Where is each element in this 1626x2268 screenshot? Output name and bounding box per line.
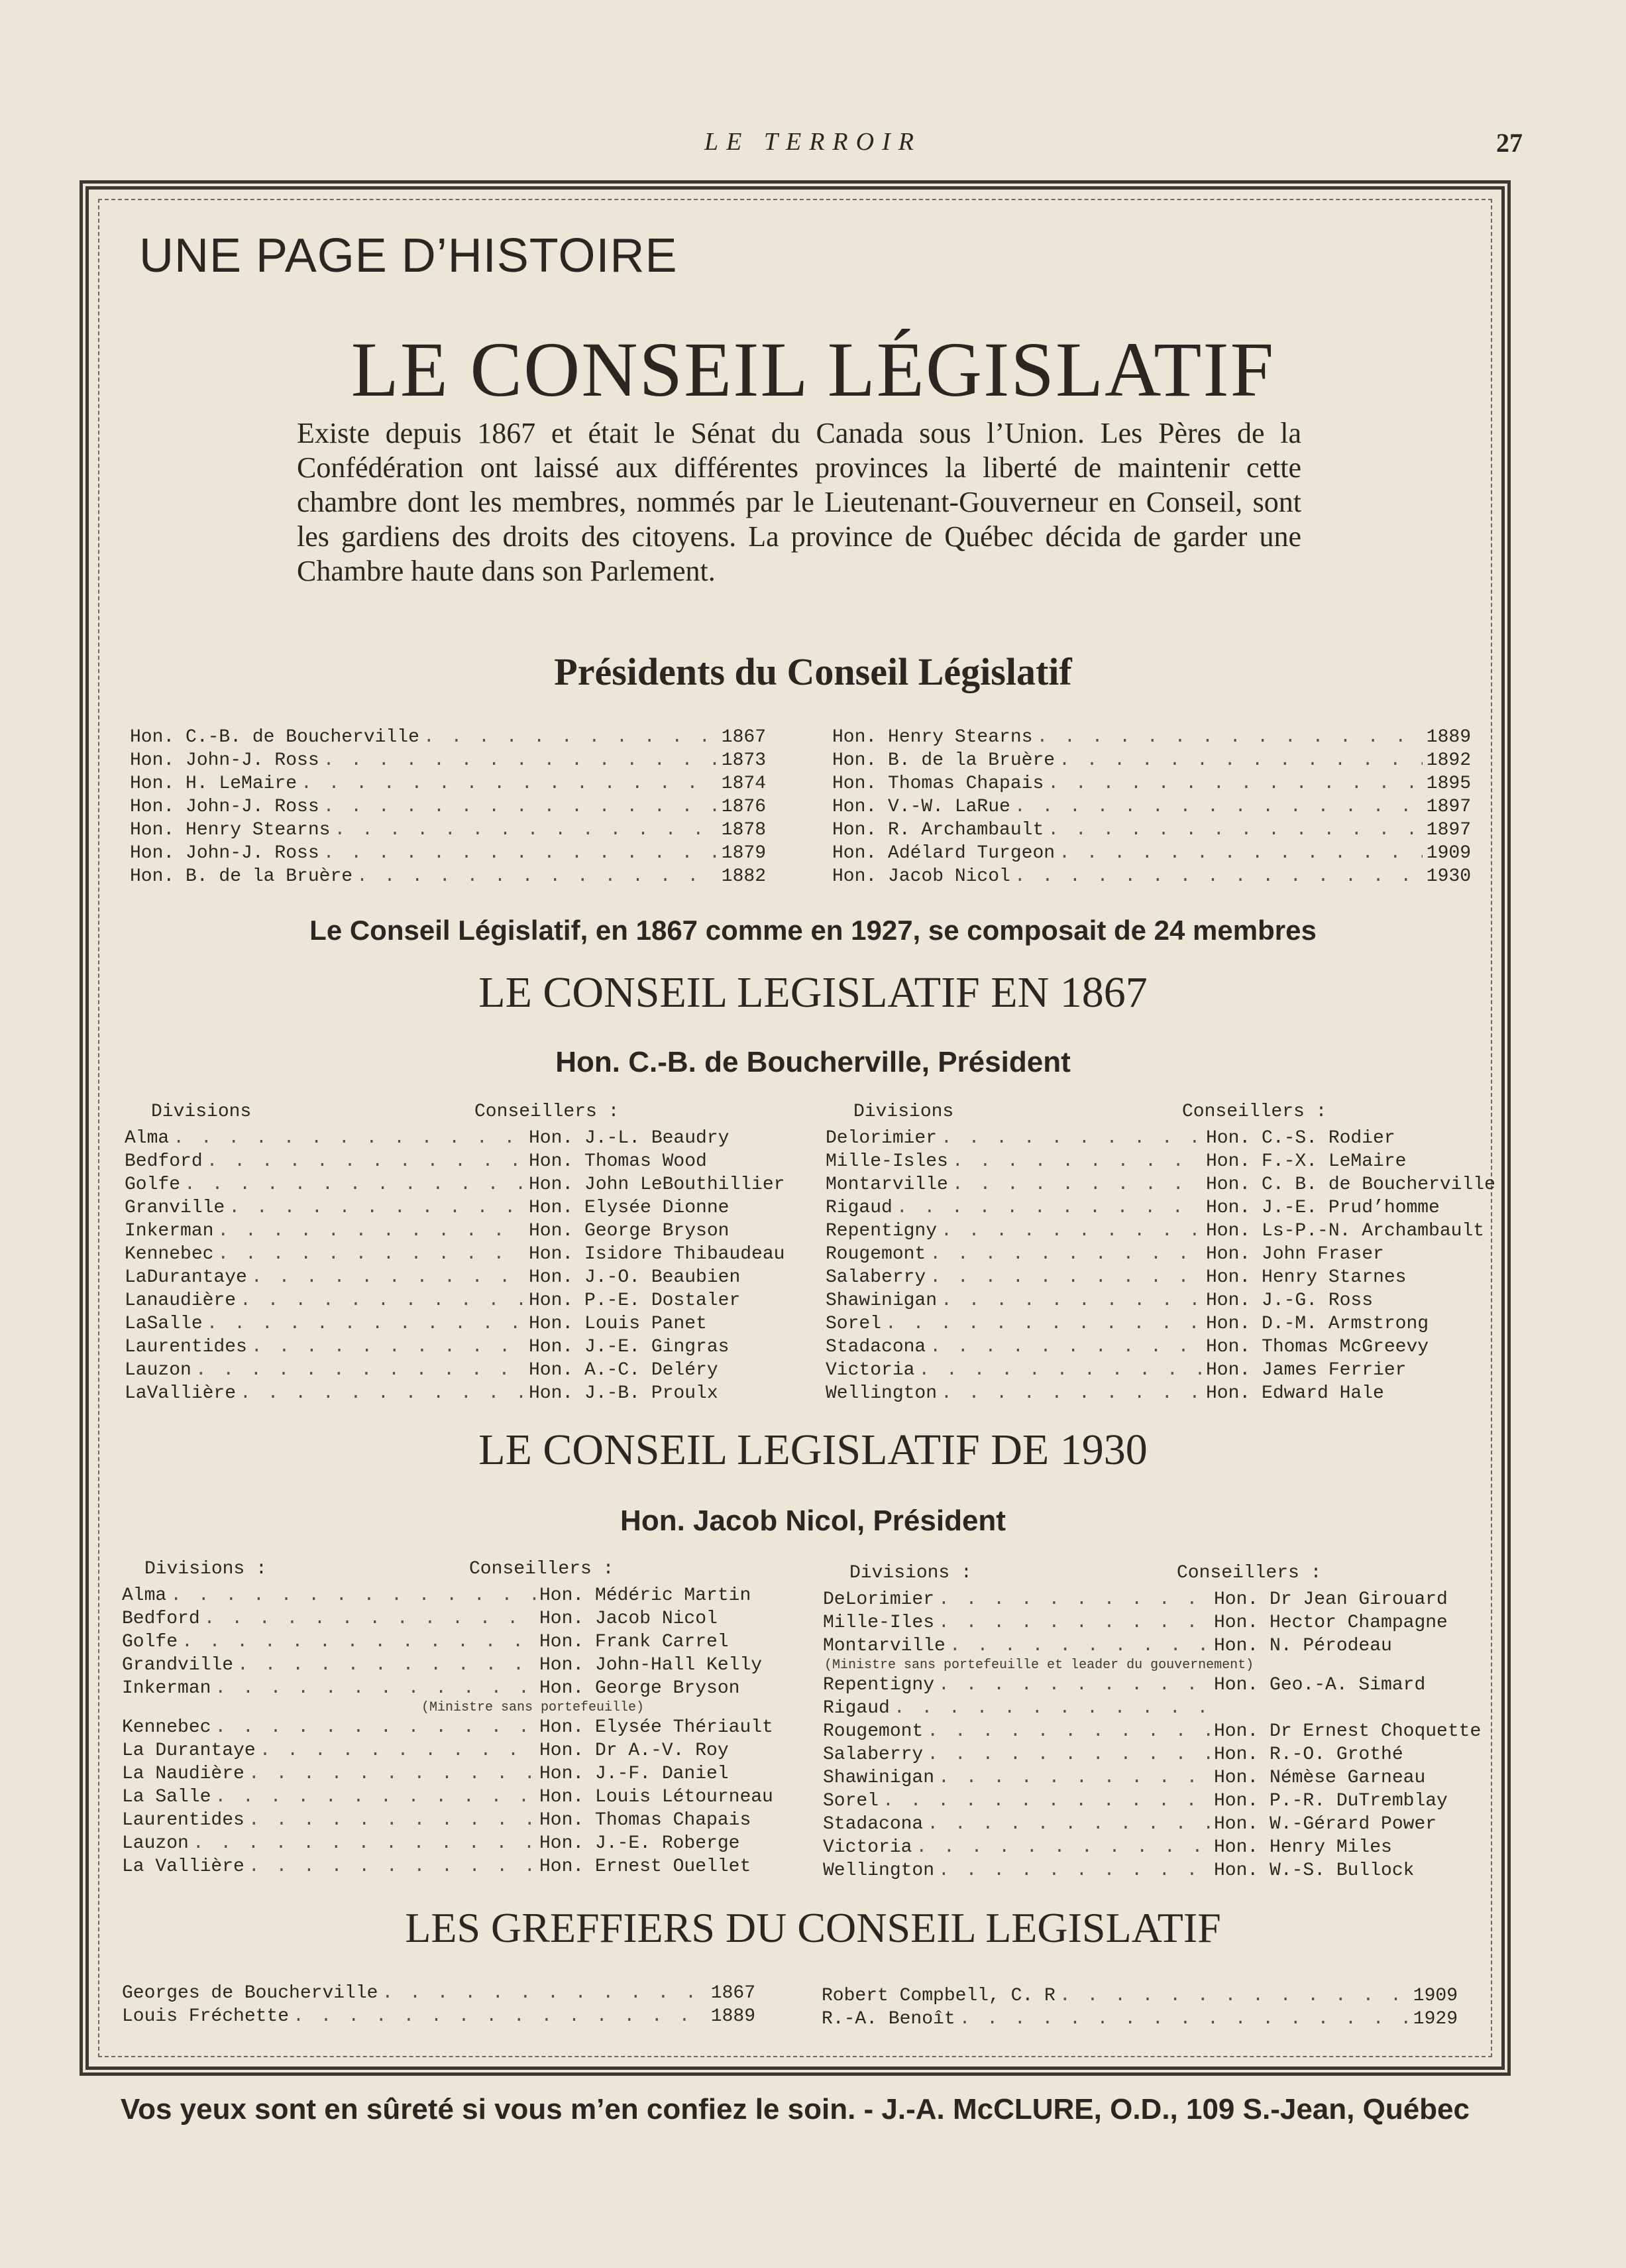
- divisions-header: Divisions :: [144, 1559, 267, 1579]
- list-item: Lauzon . . . Hon. J.-E. Roberge: [122, 1832, 824, 1855]
- list-item: Montarville . . . Hon. C. B. de Boucherville: [826, 1173, 1491, 1196]
- list-item: La Salle . . . Hon. Louis Létourneau: [122, 1786, 824, 1809]
- list-item: Sorel . . . Hon. P.-R. DuTremblay: [823, 1789, 1499, 1813]
- council-1867-list-right: [826, 1127, 1495, 1405]
- running-title: LE TERROIR: [704, 128, 922, 156]
- list-item: Hon. Henry Stearns . . . 1878: [130, 819, 766, 842]
- list-item: Granville . . . Hon. Elysée Dionne: [125, 1196, 814, 1219]
- list-item: Hon. H. LeMaire . . . 1874: [130, 772, 766, 795]
- list-item: LaVallière . . . Hon. J.-B. Proulx: [125, 1382, 814, 1405]
- list-item: Hon. B. de la Bruère . . . 1892: [832, 749, 1471, 772]
- clerks-list-left: [122, 1982, 755, 2028]
- presidents-list-left: [130, 726, 766, 888]
- list-item: Victoria . . . Hon. Henry Miles: [823, 1836, 1499, 1859]
- list-item: Wellington . . . Hon. Edward Hale: [826, 1382, 1491, 1405]
- list-item: Hon. John-J. Ross . . . 1876: [130, 795, 766, 819]
- list-item: Hon. John-J. Ross . . . 1873: [130, 749, 766, 772]
- councillors-header: Conseillers :: [474, 1102, 620, 1122]
- list-item: Laurentides . . . Hon. Thomas Chapais: [122, 1809, 824, 1832]
- council-1930-list-right: [823, 1588, 1499, 1882]
- article-kicker: UNE PAGE D’HISTOIRE: [139, 229, 678, 282]
- list-item: Repentigny . . . Hon. Geo.-A. Simard: [823, 1673, 1499, 1697]
- list-item: Rougemont . . . Hon. Dr Ernest Choquette: [823, 1720, 1499, 1743]
- list-item: Kennebec . . . Hon. Isidore Thibaudeau: [125, 1243, 814, 1266]
- councillors-header: Conseillers :: [469, 1559, 614, 1579]
- list-item: Victoria . . . Hon. James Ferrier: [826, 1359, 1491, 1382]
- list-item: Mille-Isles . . . Hon. F.-X. LeMaire: [826, 1150, 1491, 1173]
- list-item: Hon. C.-B. de Boucherville . . . 1867: [130, 726, 766, 749]
- list-item: Hon. V.-W. LaRue . . . 1897: [832, 795, 1471, 819]
- page-number: 27: [1496, 128, 1523, 158]
- article-title: LE CONSEIL LÉGISLATIF: [351, 326, 1275, 413]
- list-item: Rigaud . . .: [823, 1697, 1499, 1720]
- list-item: Stadacona . . . Hon. Thomas McGreevy: [826, 1335, 1491, 1359]
- clerks-title: LES GREFFIERS DU CONSEIL LEGISLATIF: [405, 1904, 1221, 1951]
- minister-note: (Ministre sans portefeuille): [421, 1700, 645, 1715]
- list-item: DeLorimier . . . Hon. Dr Jean Girouard: [823, 1588, 1499, 1611]
- list-item: Hon. Jacob Nicol . . . 1930: [832, 865, 1471, 888]
- list-item: Kennebec . . . Hon. Elysée Thériault: [122, 1716, 824, 1739]
- list-item: Delorimier . . . Hon. C.-S. Rodier: [826, 1127, 1491, 1150]
- divisions-header: Divisions: [853, 1102, 954, 1122]
- list-item: Georges de Boucherville . . . 1867: [122, 1982, 755, 2005]
- list-item: Grandville . . . Hon. John-Hall Kelly: [122, 1654, 824, 1677]
- list-item: Hon. John-J. Ross . . . 1879: [130, 842, 766, 865]
- list-item: Golfe . . . Hon. Frank Carrel: [122, 1630, 824, 1654]
- list-item: Shawinigan . . . Hon. J.-G. Ross: [826, 1289, 1491, 1312]
- list-item: Bedford . . . Hon. Jacob Nicol: [122, 1607, 824, 1630]
- council-1930-president: Hon. Jacob Nicol, Président: [620, 1504, 1006, 1537]
- list-item: Montarville . . . Hon. N. Pérodeau: [823, 1634, 1499, 1658]
- composition-note: Le Conseil Législatif, en 1867 comme en 1927, se composait de 24 membres: [309, 915, 1317, 946]
- list-item: Bedford . . . Hon. Thomas Wood: [125, 1150, 814, 1173]
- list-item: La Naudière . . . Hon. J.-F. Daniel: [122, 1762, 824, 1786]
- list-item: Lauzon . . . Hon. A.-C. Deléry: [125, 1359, 814, 1382]
- list-item: Robert Compbell, C. R . . . 1909: [822, 1984, 1458, 2008]
- presidents-list-right: [832, 726, 1471, 888]
- list-item: Repentigny . . . Hon. Ls-P.-N. Archambault: [826, 1219, 1491, 1243]
- list-item: LaDurantaye . . . Hon. J.-O. Beaubien: [125, 1266, 814, 1289]
- councillors-header: Conseillers :: [1177, 1563, 1322, 1583]
- councillors-header: Conseillers :: [1182, 1102, 1327, 1122]
- list-item: Laurentides . . . Hon. J.-E. Gingras: [125, 1335, 814, 1359]
- list-item: Alma . . . Hon. J.-L. Beaudry: [125, 1127, 814, 1150]
- list-item: Hon. Henry Stearns . . . 1889: [832, 726, 1471, 749]
- list-item: LaSalle . . . Hon. Louis Panet: [125, 1312, 814, 1335]
- list-item: Stadacona . . . Hon. W.-Gérard Power: [823, 1813, 1499, 1836]
- list-item: Inkerman . . . Hon. George Bryson: [122, 1677, 824, 1700]
- list-item: Hon. R. Archambault . . . 1897: [832, 819, 1471, 842]
- list-item: Mille-Iles . . . Hon. Hector Champagne: [823, 1611, 1499, 1634]
- list-item: Rigaud . . . Hon. J.-E. Prud’homme: [826, 1196, 1491, 1219]
- council-1867-title: LE CONSEIL LEGISLATIF EN 1867: [478, 968, 1148, 1017]
- list-item: Lanaudière . . . Hon. P.-E. Dostaler: [125, 1289, 814, 1312]
- list-item: Hon. B. de la Bruère . . . 1882: [130, 865, 766, 888]
- clerks-list-right: [822, 1984, 1458, 2031]
- council-1930-title: LE CONSEIL LEGISLATIF DE 1930: [478, 1426, 1148, 1474]
- list-item: Alma . . . Hon. Médéric Martin: [122, 1584, 824, 1607]
- footer-advertisement: Vos yeux sont en sûreté si vous m’en confiez le soin. - J.-A. McCLURE, O.D., 109 S.-Jean, Québec: [121, 2093, 1470, 2126]
- article-intro: Existe depuis 1867 et était le Sénat du Canada sous l’Union. Les Pères de la Confédération ont laissé aux différentes provinces la liberté de maintenir cette chambre dont les membres, nommés par le Lieutenant-Gouverneur en Conseil, sont les gardiens des droits des citoyens. La province de Québec décida de garder une Chambre haute dans son Parlement.: [297, 417, 1301, 587]
- council-1867-list-left: [125, 1127, 814, 1405]
- list-item: Hon. Thomas Chapais . . . 1895: [832, 772, 1471, 795]
- council-1867-president: Hon. C.-B. de Boucherville, Président: [555, 1046, 1071, 1078]
- list-item: La Vallière . . . Hon. Ernest Ouellet: [122, 1855, 824, 1878]
- minister-note: (Ministre sans portefeuille et leader du gouvernement): [824, 1658, 1254, 1673]
- list-item: La Durantaye . . . Hon. Dr A.-V. Roy: [122, 1739, 824, 1762]
- list-item: Louis Fréchette . . . 1889: [122, 2005, 755, 2028]
- divisions-header: Divisions :: [849, 1563, 972, 1583]
- list-item: R.-A. Benoît . . . 1929: [822, 2008, 1458, 2031]
- divisions-header: Divisions: [151, 1102, 252, 1122]
- list-item: Wellington . . . Hon. W.-S. Bullock: [823, 1859, 1499, 1882]
- list-item: Rougemont . . . Hon. John Fraser: [826, 1243, 1491, 1266]
- list-item: Hon. Adélard Turgeon . . . 1909: [832, 842, 1471, 865]
- presidents-title: Présidents du Conseil Législatif: [554, 650, 1072, 693]
- list-item: Salaberry . . . Hon. Henry Starnes: [826, 1266, 1491, 1289]
- list-item: Inkerman . . . Hon. George Bryson: [125, 1219, 814, 1243]
- list-item: Salaberry . . . Hon. R.-O. Grothé: [823, 1743, 1499, 1766]
- list-item: Sorel . . . Hon. D.-M. Armstrong: [826, 1312, 1491, 1335]
- list-item: Golfe . . . Hon. John LeBouthillier: [125, 1173, 814, 1196]
- council-1930-list-left: [122, 1584, 824, 1878]
- list-item: Shawinigan . . . Hon. Némèse Garneau: [823, 1766, 1499, 1789]
